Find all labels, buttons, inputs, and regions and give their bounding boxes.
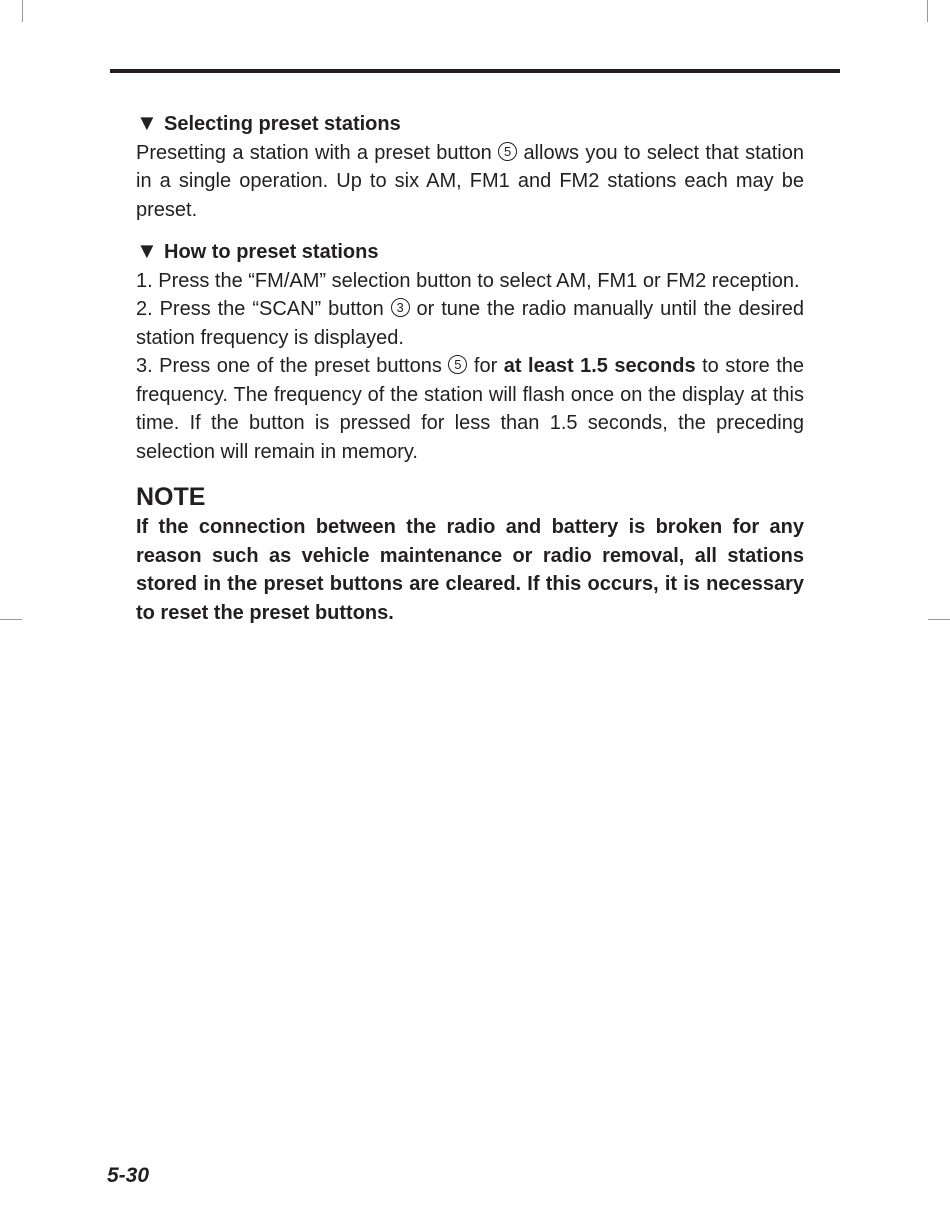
section-heading-howto: ▼ How to preset stations [136,237,804,267]
header-rule [110,69,840,73]
button-ref-3-icon: 3 [391,298,410,317]
down-triangle-icon: ▼ [136,238,158,263]
page-number: 5-30 [107,1164,150,1187]
howto-step-1: 1. Press the “FM/AM” selection button to select AM, FM1 or FM2 reception. [136,269,800,292]
note-title: NOTE [136,483,206,511]
selecting-paragraph: Presetting a station with a preset button 5 allows you to select that station in a single operation. Up to six AM, FM1 and FM2 stations each may be preset. [136,141,804,221]
note-body: If the connection between the radio and battery is broken for any reason such as vehicle maintenance or radio removal, all stations stored in the preset buttons are cleared. If this occurs, it is necessary to reset the preset buttons. [136,516,804,624]
button-ref-5-icon: 5 [448,355,467,374]
crop-mark-top-left [22,0,23,22]
howto-step-3: 3. Press one of the preset buttons 5 for at least 1.5 seconds to store the frequency. The frequency of the station will flash once on the display at this time. If the button is pressed for less than 1.5 seconds, the preceding selection will remain in memory. [136,355,805,463]
crop-mark-top-right [927,0,928,22]
crop-mark-mid-right [928,619,950,620]
crop-mark-mid-left [0,619,22,620]
howto-step-2: 2. Press the “SCAN” button 3 or tune the radio manually until the desired station frequency is displayed. [136,298,804,349]
down-triangle-icon: ▼ [136,110,158,135]
button-ref-5-icon: 5 [498,142,517,161]
section-heading-selecting: ▼ Selecting preset stations [136,109,804,139]
page-content [136,109,804,627]
